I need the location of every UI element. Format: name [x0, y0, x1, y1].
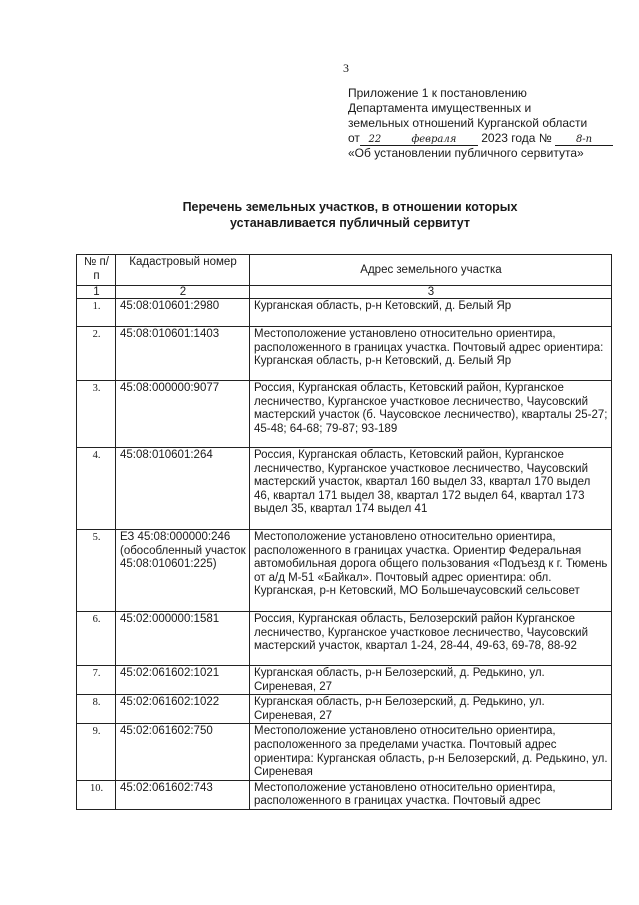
handwritten-month: февраля — [390, 134, 478, 146]
date-from-label: от — [348, 131, 360, 145]
cadastral-number: 45:02:061602:1022 — [116, 695, 250, 724]
table-row — [77, 381, 612, 448]
plot-address: Местоположение установлено относительно ориентира, расположенного в границах участка. Ориентир Федеральная автомобильная дорога общего пользования «Подъезд к г. Тюмень от а/д М-51 «Байкал». Почтовый адрес ориентира: обл. Курганская, р-н Кетовский, МО Большечаусовский сельсовет — [250, 530, 612, 612]
appendix-header — [348, 86, 618, 161]
title-line-1: Перечень земельных участков, в отношении которых — [182, 200, 518, 214]
table-row — [77, 780, 612, 809]
row-number-cell — [77, 695, 116, 724]
plot-address: Местоположение установлено относительно ориентира, расположенного в границах участка. Почтовый адрес — [250, 780, 612, 809]
cadastral-number: 45:02:000000:1581 — [116, 612, 250, 666]
row-number-cell — [77, 381, 116, 448]
handwritten-doc-number: 8-п — [555, 134, 613, 146]
index-cell: 2 — [116, 286, 250, 299]
plot-address: Россия, Курганская область, Кетовский район, Курганское лесничество, Курганское участковое лесничество, Чаусовский мастерский участок (б. Чаусовское лесничество), кварталы 25-27; 45-48; 64-68; 79-87; 93-189 — [250, 381, 612, 448]
index-cell: 1 — [77, 286, 116, 299]
cadastral-number: 45:08:010601:2980 — [116, 299, 250, 327]
row-number-cell — [77, 299, 116, 327]
appendix-line-date — [348, 131, 618, 146]
table-row — [77, 327, 612, 381]
table-index-row — [77, 286, 612, 299]
plot-address: Курганская область, р-н Белозерский, д. Редькино, ул. Сиреневая, 27 — [250, 695, 612, 724]
row-number: 9. — [92, 726, 101, 738]
row-number: 4. — [92, 450, 101, 461]
index-cell: 3 — [250, 286, 612, 299]
plot-address: Местоположение установлено относительно ориентира, расположенного за пределами участка. Почтовый адрес ориентира: Курганская область, р-н Белозерский, д. Редькино, ул. Сиреневая — [250, 724, 612, 780]
table-row — [77, 612, 612, 666]
cadastral-number: 45:02:061602:1021 — [116, 666, 250, 695]
table-row — [77, 299, 612, 327]
page-number: 3 — [343, 61, 349, 75]
appendix-line-5: «Об установлении публичного сервитута» — [348, 146, 584, 160]
cadastral-number: ЕЗ 45:08:000000:246 (обособленный участок 45:08:010601:225) — [116, 530, 250, 612]
appendix-line-1: Приложение 1 к постановлению — [348, 86, 527, 100]
table-header-row — [77, 255, 612, 286]
plot-address: Россия, Курганская область, Кетовский район, Курганское лесничество, Курганское участковое лесничество, Чаусовский мастерский участок, квартал 160 выдел 33, квартал 170 выдел 46, квартал 171 выдел 38, квартал 172 выдел 64, квартал 173 выдел 35, квартал 174 выдел 41 — [250, 448, 612, 530]
row-number: 5. — [92, 532, 101, 543]
handwritten-day: 22 — [360, 134, 390, 146]
row-number: 7. — [92, 668, 101, 679]
table-row — [77, 530, 612, 612]
table-row — [77, 448, 612, 530]
cadastral-number: 45:08:010601:264 — [116, 448, 250, 530]
row-number-cell — [77, 780, 116, 809]
plot-address: Курганская область, р-н Кетовский, д. Белый Яр — [250, 299, 612, 327]
title-line-2: устанавливается публичный сервитут — [230, 216, 470, 230]
row-number: 1. — [92, 301, 101, 312]
row-number: 10. — [89, 782, 104, 794]
row-number-cell — [77, 666, 116, 695]
table-row — [77, 666, 612, 695]
row-number-cell — [77, 612, 116, 666]
appendix-line-2: Департамента имущественных и — [348, 101, 532, 115]
row-number: 3. — [92, 383, 101, 394]
land-plots-table — [76, 254, 612, 810]
cadastral-number: 45:02:061602:743 — [116, 780, 250, 809]
plot-address: Местоположение установлено относительно ориентира, расположенного в границах участка. Почтовый адрес ориентира: Курганская область, р-н Кетовский, д. Белый Яр — [250, 327, 612, 381]
row-number-cell — [77, 327, 116, 381]
plot-address: Россия, Курганская область, Белозерский район Курганское лесничество, Курганское участковое лесничество, Чаусовский мастерский участок, квартал 1-24, 28-44, 49-63, 69-78, 88-92 — [250, 612, 612, 666]
cadastral-number: 45:08:000000:9077 — [116, 381, 250, 448]
row-number-cell — [77, 448, 116, 530]
row-number: 8. — [92, 697, 101, 709]
header-num: № п/п — [77, 255, 116, 286]
header-cadastral: Кадастровый номер — [116, 255, 250, 286]
row-number: 2. — [92, 329, 101, 340]
plot-address: Курганская область, р-н Белозерский, д. Редькино, ул. Сиреневая, 27 — [250, 666, 612, 695]
year-label: 2023 года № — [481, 131, 552, 145]
row-number: 6. — [92, 614, 101, 625]
document-title — [150, 199, 550, 231]
table-row — [77, 724, 612, 780]
row-number-cell — [77, 724, 116, 780]
cadastral-number: 45:02:061602:750 — [116, 724, 250, 780]
appendix-line-3: земельных отношений Курганской области — [348, 116, 588, 130]
row-number-cell — [77, 530, 116, 612]
header-address: Адрес земельного участка — [250, 255, 612, 286]
table-row — [77, 695, 612, 724]
cadastral-number: 45:08:010601:1403 — [116, 327, 250, 381]
